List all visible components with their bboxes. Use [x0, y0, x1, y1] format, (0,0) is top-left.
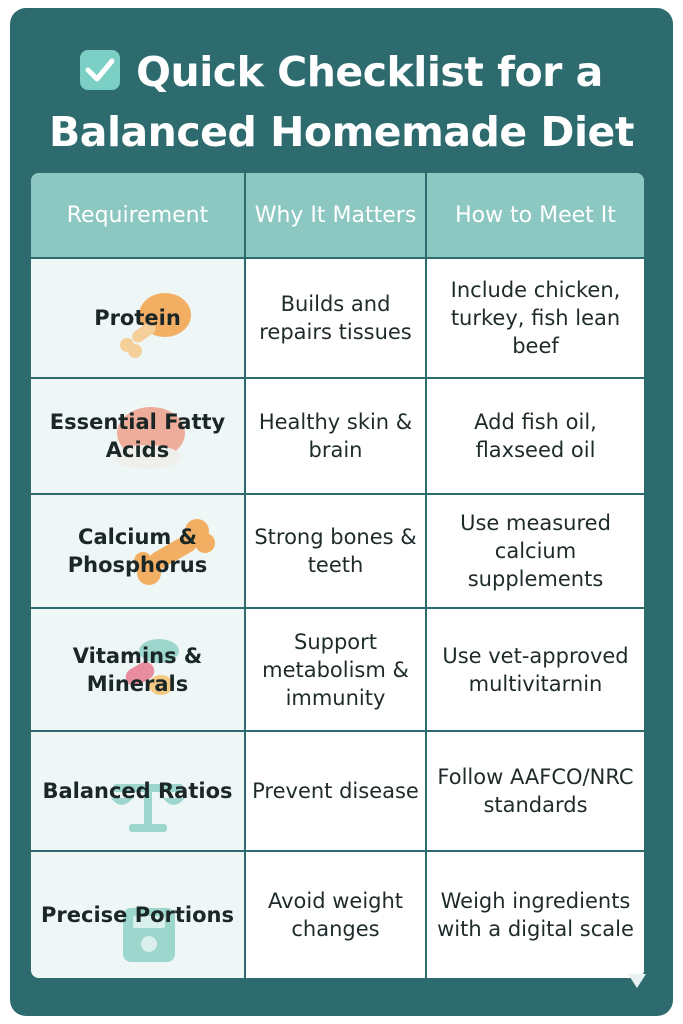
- header-requirement: Requirement: [31, 173, 245, 258]
- requirement-cell: [31, 378, 245, 494]
- requirement-cell: [31, 494, 245, 608]
- page-fold-decoration: [628, 974, 646, 988]
- how-cell: Follow AAFCO/NRC standards: [426, 731, 644, 851]
- why-cell: Builds and repairs tissues: [245, 258, 426, 378]
- requirement-cell: [31, 608, 245, 730]
- table-row: [31, 378, 644, 494]
- requirement-label: Vitamins & Minerals: [72, 643, 203, 696]
- how-cell: Use measured calcium supplements: [426, 494, 644, 608]
- how-cell: Use vet-approved multivitarnin: [426, 608, 644, 730]
- checkbox-icon: [80, 50, 120, 90]
- how-cell: Add fish oil, flaxseed oil: [426, 378, 644, 494]
- requirement-cell: [31, 258, 245, 378]
- requirement-label: Protein: [94, 306, 181, 331]
- title-line-2: Balanced Homemade Diet: [49, 108, 634, 156]
- requirement-label: Balanced Ratios: [42, 778, 233, 803]
- title-text-1: Quick Checklist for a: [136, 48, 603, 96]
- why-cell: Prevent disease: [245, 731, 426, 851]
- title-line-1: [10, 42, 673, 102]
- table-row: [31, 494, 644, 608]
- why-cell: Strong bones & teeth: [245, 494, 426, 608]
- table-row: [31, 608, 644, 730]
- why-cell: Avoid weight changes: [245, 851, 426, 978]
- table-row: [31, 731, 644, 851]
- header-how-to-meet-it: How to Meet It: [426, 173, 644, 258]
- requirement-label: Precise Portions: [41, 902, 234, 927]
- table-header-row: [31, 173, 644, 258]
- checklist-table: [31, 173, 644, 978]
- requirement-cell: [31, 731, 245, 851]
- requirement-cell: [31, 851, 245, 978]
- requirement-label: Calcium & Phosphorus: [67, 525, 208, 578]
- why-cell: Support metabolism & immunity: [245, 608, 426, 730]
- table-row: [31, 851, 644, 978]
- why-cell: Healthy skin & brain: [245, 378, 426, 494]
- page-title: [10, 42, 673, 162]
- requirement-label: Essential Fatty Acids: [49, 410, 226, 463]
- table-row: [31, 258, 644, 378]
- how-cell: Weigh ingredients with a digital scale: [426, 851, 644, 978]
- header-why-it-matters: Why It Matters: [245, 173, 426, 258]
- how-cell: Include chicken, turkey, fish lean beef: [426, 258, 644, 378]
